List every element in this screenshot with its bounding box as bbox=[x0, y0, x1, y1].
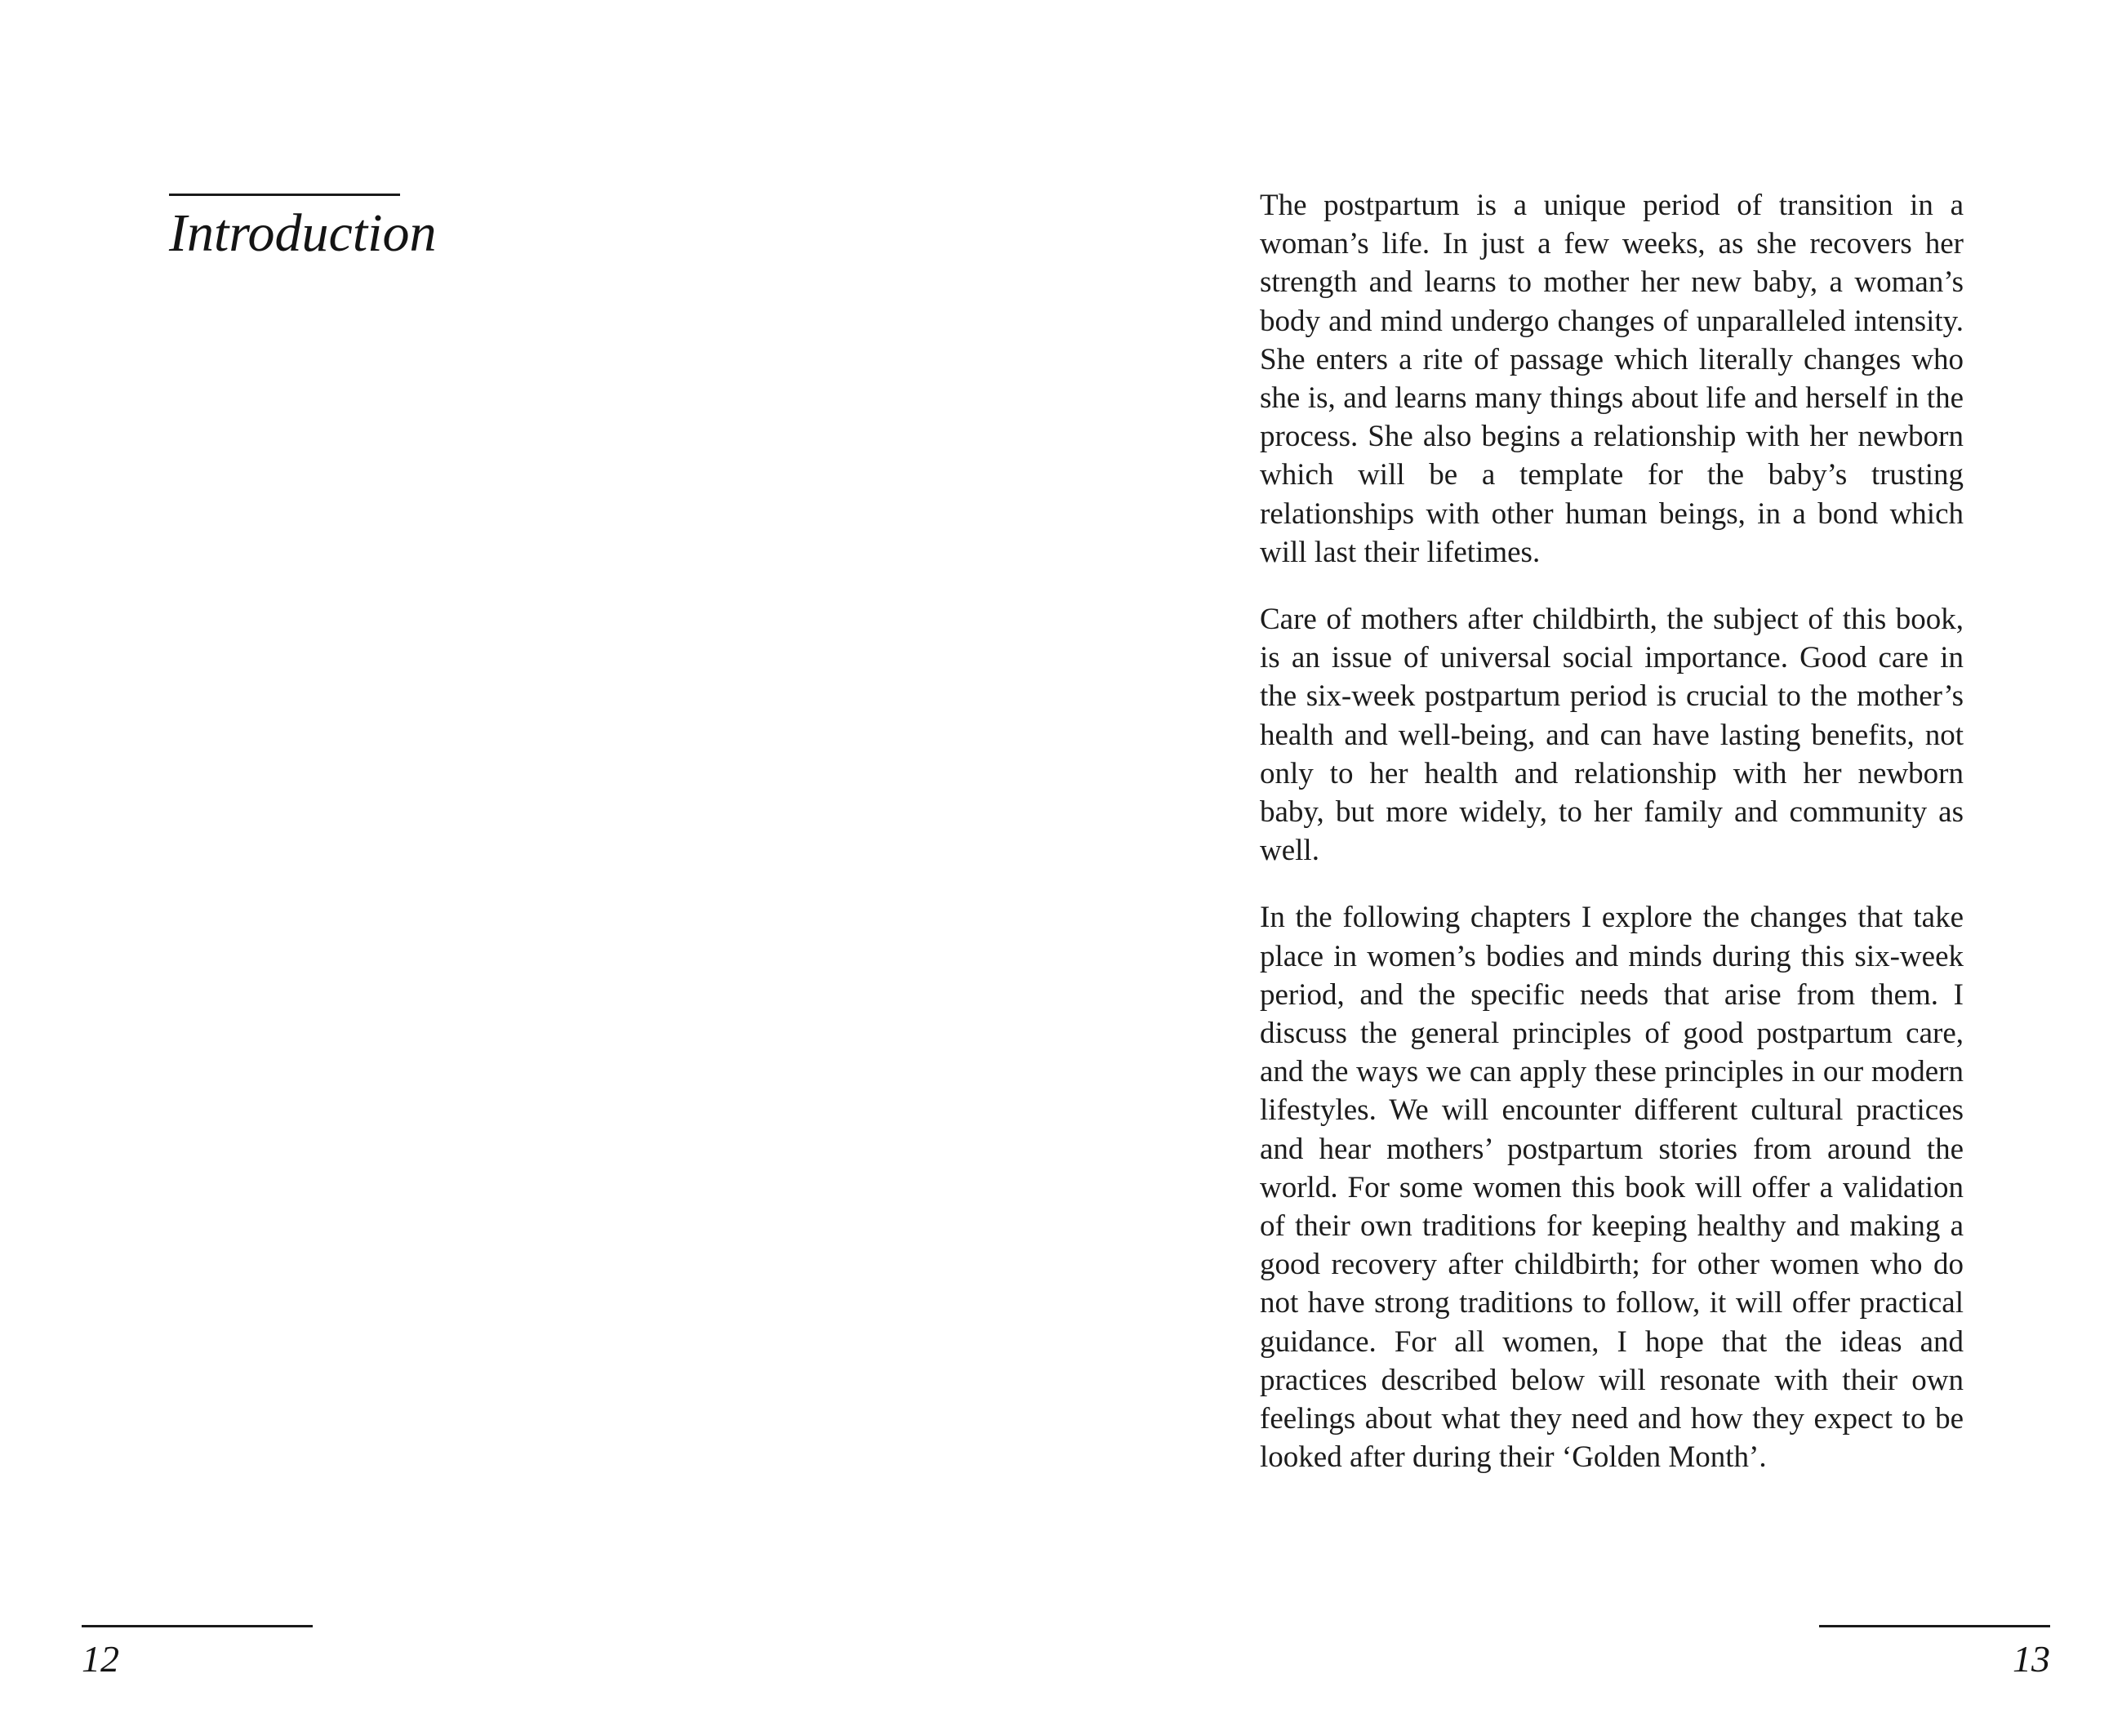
folio-rule-left bbox=[82, 1625, 313, 1627]
body-text bbox=[1260, 186, 1964, 1506]
page-number-left: 12 bbox=[82, 1638, 119, 1680]
paragraph-2: Care of mothers after childbirth, the subject of this book, is an issue of universal social importance. Good care in the six-week postpartum period is crucial to the mother’s health and well-being, and can have lasting benefits, not only to her health and relationship with her newborn baby, but more widely, to her family and community as well. bbox=[1260, 603, 1964, 868]
page-number-right: 13 bbox=[2013, 1638, 2050, 1680]
folio-rule-right bbox=[1819, 1625, 2050, 1627]
paragraph-1: The postpartum is a unique period of transition in a woman’s life. In just a few weeks, as she recovers her strength and learns to mother her new baby, a woman’s body and mind undergo changes of unparalleled intensity. She enters a rite of passage which literally changes who she is, and learns many things about life and herself in the process. She also begins a relationship with her newborn which will be a template for the baby’s trusting relationships with other human beings, in a bond which will last their lifetimes. bbox=[1260, 189, 1964, 569]
chapter-title: Introduction bbox=[169, 203, 437, 263]
title-rule bbox=[169, 194, 400, 196]
paragraph-3: In the following chapters I explore the changes that take place in women’s bodies and minds during this six-week period, and the specific needs that arise from them. I discuss the general principles of good postpartum care, and the ways we can apply these principles in our modern lifestyles. We will encounter different cultural practices and hear mothers’ postpartum stories from around the world. For some women this book will offer a validation of their own traditions for keeping healthy and making a good recovery after childbirth; for other women who do not have strong traditions to follow, it will offer practical guidance. For all women, I hope that the ideas and practices described below will resonate with their own feelings about what they need and how they expect to be looked after during their ‘Golden Month’. bbox=[1260, 901, 1964, 1475]
